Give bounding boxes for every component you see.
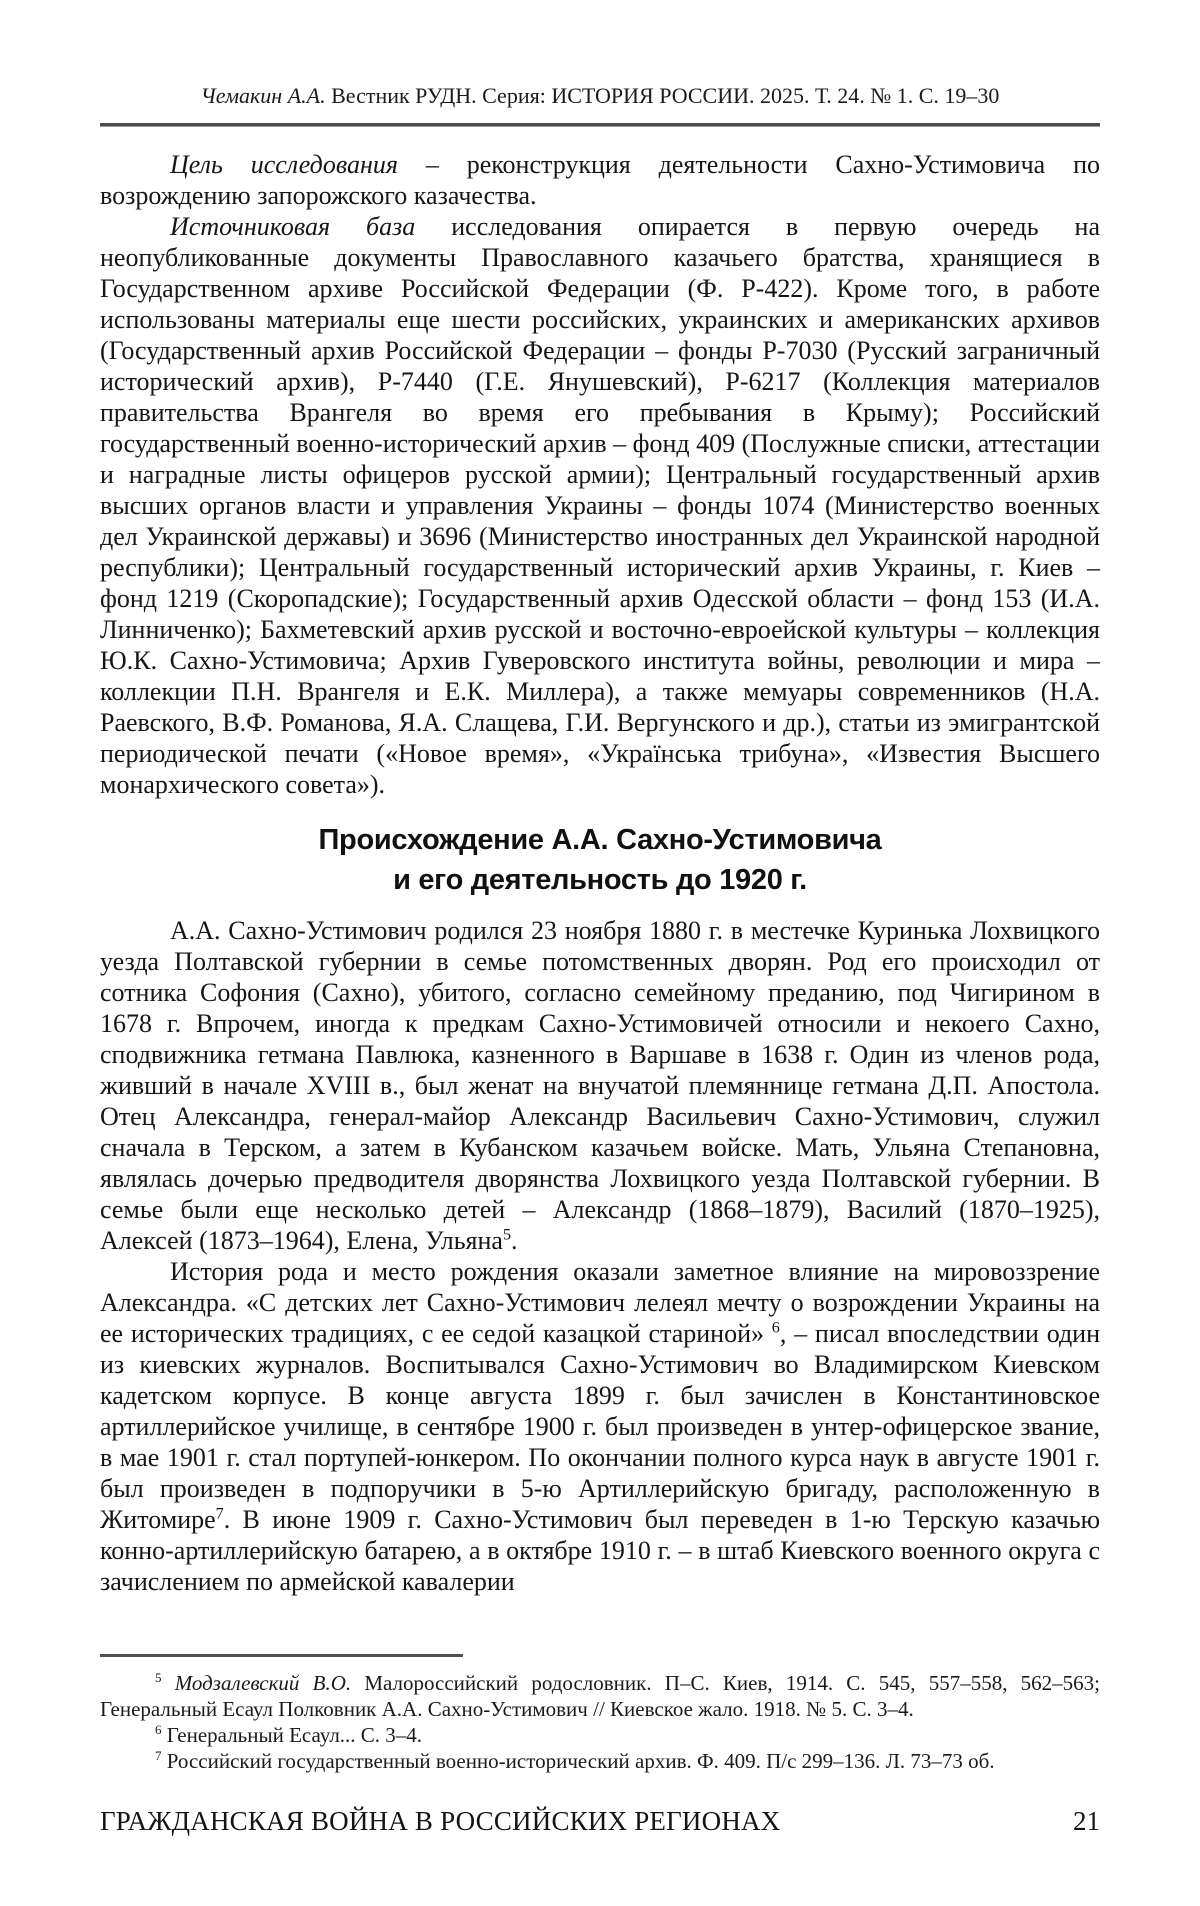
running-section-title: ГРАЖДАНСКАЯ ВОЙНА В РОССИЙСКИХ РЕГИОНАХ: [100, 1806, 781, 1836]
footnote-5-text: Малороссийский родословник. П–С. Киев, 1914. С. 545, 557–558, 562–563; Генеральный Есаул Полковник А.А. Сахно-Устимович // Киевское жало. 1918. № 5. С. 3–4.: [100, 1671, 1100, 1721]
paragraph-biography-text1: История рода и место рождения оказали заметное влияние на мировоззрение Александра. «С детских лет Сахно-Устимович лелеял мечту о возрождении Украины на ее исторических традициях, с ее седой казацкой стариной»: [100, 1257, 1100, 1348]
paragraph-biography: [100, 1256, 1100, 1597]
paragraph-origin-text: А.А. Сахно-Устимович родился 23 ноября 1880 г. в местечке Куринька Лохвицкого уезда Полтавской губернии в семье потомственных дворян. Род его происходил от сотника Софония (Сахно), убитого, согласно семейному преданию, под Чигирином в 1678 г. Впрочем, иногда к предкам Сахно-Устимовичей относили и некоего Сахно, сподвижника гетмана Павлюка, казненного в Варшаве в 1638 г. Один из членов рода, живший в начале XVIII в., был женат на внучатой племяннице гетмана Д.П. Апостола. Отец Александра, генерал-майор Александр Васильевич Сахно-Устимович, служил сначала в Терском, а затем в Кубанском казачьем войске. Мать, Ульяна Степановна, являлась дочерью предводителя дворянства Лохвицкого уезда Полтавской губернии. В семье были еще несколько детей – Александр (1868–1879), Василий (1870–1925), Алексей (1873–1964), Елена, Ульяна: [100, 916, 1100, 1255]
page-footer: [0, 1774, 1200, 1906]
footnote-7-marker: 7: [155, 1748, 162, 1763]
footnote-7: [100, 1748, 1100, 1774]
paragraph-origin: [100, 915, 1100, 1256]
paragraph-sources-text: исследования опирается в первую очередь на неопубликованные документы Православного казачьего братства, хранящиеся в Государственном архиве Российской Федерации (Ф. Р-422). Кроме того, в работе использованы материалы еще шести российских, украинских и американских архивов (Государственный архив Российской Федерации – фонды Р-7030 (Русский заграничный исторический архив), Р-7440 (Г.Е. Янушевский), Р-6217 (Коллекция материалов правительства Врангеля во время его пребывания в Крыму); Российский государственный военно-исторический архив – фонд 409 (Послужные списки, аттестации и наградные листы офицеров русской армии); Центральный государственный архив высших органов власти и управления Украины – фонды 1074 (Министерство военных дел Украинской державы) и 3696 (Министерство иностранных дел Украинской народной республики); Центральный государственный исторический архив Украины, г. Киев – фонд 1219 (Скоропадские); Государственный архив Одесской области – фонд 153 (И.А. Линниченко); Бахметевский архив русской и восточно-евроейской культуры – коллекция Ю.К. Сахно-Устимовича; Архив Гуверовского института войны, революции и мира – коллекции П.Н. Врангеля и Е.К. Миллера), а также мемуары современников (Н.А. Раевского, В.Ф. Романова, Я.А. Слащева, Г.И. Вергунского и др.), статьи из эмигрантской периодической печати («Новое время», «Українська трибуна», «Известия Высшего монархического совета»).: [100, 212, 1101, 799]
page-number: 21: [1073, 1806, 1100, 1836]
header-citation: [100, 84, 1100, 108]
header-journal-ref: Вестник РУДН. Серия: ИСТОРИЯ РОССИИ. 2025. Т. 24. № 1. С. 19–30: [325, 83, 1000, 108]
article-body: [0, 127, 1200, 1597]
footnotes-section: [0, 1654, 1200, 1774]
footnote-6: [100, 1722, 1100, 1748]
section-heading: [100, 820, 1100, 900]
footnote-ref-7: 7: [215, 1505, 224, 1523]
paragraph-goal-lead: Цель исследования: [170, 150, 398, 179]
footnote-6-marker: 6: [155, 1722, 162, 1737]
paragraph-origin-tail: .: [511, 1226, 518, 1255]
paragraph-sources: [100, 211, 1100, 800]
footnote-5-marker: 5: [155, 1670, 162, 1685]
paragraph-biography-text2: , – писал впоследствии один из киевских журналов. Воспитывался Сахно-Устимович во Владимирском Киевском кадетском корпусе. В конце августа 1899 г. был зачислен в Константиновское артиллерийское училище, в сентябре 1900 г. был произведен в унтер-офицерское звание, в мае 1901 г. стал портупей-юнкером. По окончании полного курса наук в августе 1901 г. был произведен в подпоручики в 5-ю Артиллерийскую бригаду, расположенную в Житомире: [100, 1319, 1100, 1534]
footnote-separator: [100, 1654, 463, 1657]
running-header: [0, 0, 1200, 127]
paragraph-biography-text3: . В июне 1909 г. Сахно-Устимович был переведен в 1-ю Терскую казачью конно-артиллерийскую батарею, а в октябре 1910 г. – в штаб Киевского военного округа с зачислением по армейской кавалерии: [100, 1505, 1100, 1596]
paragraph-goal-text: – реконструкция деятельности Сахно-Устимовича по возрождению запорожского казачества.: [100, 150, 1100, 210]
paragraph-sources-lead: Источниковая база: [170, 212, 416, 241]
footnote-ref-6: 6: [771, 1319, 780, 1337]
footnote-7-text: Российский государственный военно-исторический архив. Ф. 409. П/с 299–136. Л. 73–73 об.: [166, 1749, 995, 1773]
section-heading-line2: и его деятельность до 1920 г.: [393, 864, 807, 896]
footnote-ref-5: 5: [502, 1226, 512, 1244]
paragraph-goal: [100, 149, 1100, 211]
section-heading-line1: Происхождение А.А. Сахно-Устимовича: [318, 824, 882, 856]
footnote-6-text: Генеральный Есаул... С. 3–4.: [166, 1723, 423, 1747]
header-author: Чемакин А.А.: [200, 83, 326, 108]
footnote-5-author: Модзалевский В.О.: [174, 1671, 352, 1695]
footnote-5: [100, 1670, 1100, 1722]
